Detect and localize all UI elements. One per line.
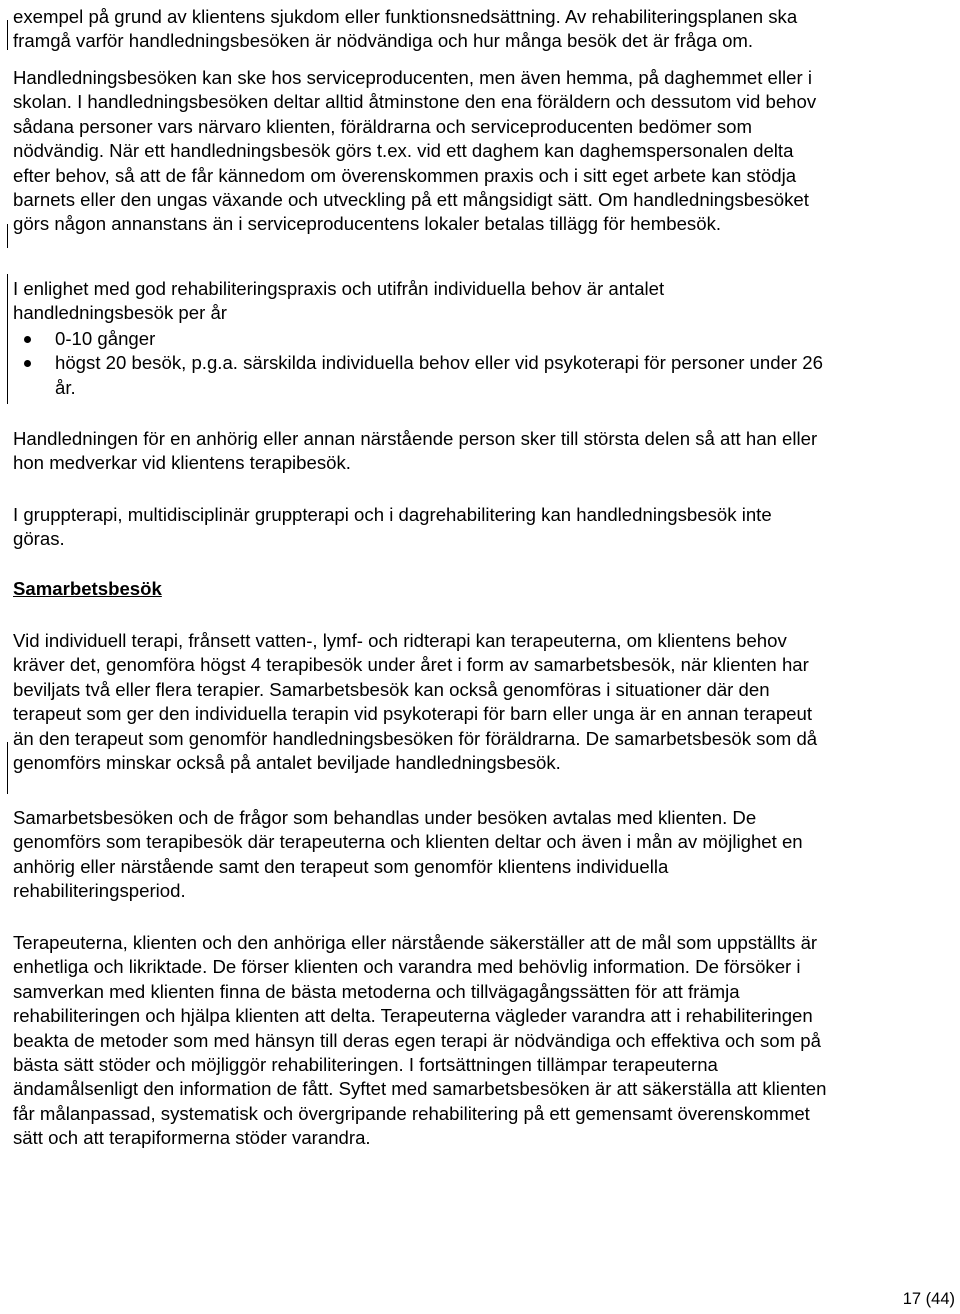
paragraph-7 <box>13 806 948 904</box>
text-line: framgå varför handledningsbesöken är nödvändiga och hur många besök det är fråga om. <box>13 30 754 52</box>
text-line: sådana personer vars närvaro klienten, föräldrarna och serviceproducenten bedömer som <box>13 115 752 137</box>
text-line: I enlighet med god rehabiliteringspraxis och utifrån individuella behov är antalet <box>13 278 665 299</box>
paragraph-4 <box>13 427 948 476</box>
bullet-icon <box>24 360 31 367</box>
list-item <box>13 327 948 351</box>
text-line: beviljats två eller flera terapier. Samarbetsbesök kan också genomföras i situationer där den <box>13 678 770 700</box>
text-line: år. <box>55 376 76 398</box>
text-line: bästa sätt stöder och möjliggör rehabiliteringen. I fortsättningen tillämpar terapeuterna <box>13 1054 718 1076</box>
text-line: görs någon annanstans än i serviceproducentens lokaler betalas tillägg för hembesök. <box>13 213 722 235</box>
paragraph-5 <box>13 503 948 552</box>
heading-text: Samarbetsbesök <box>13 578 162 599</box>
text-line: får målanpassad, systematisk och övergripande rehabilitering på ett gemensamt överenskommet <box>13 1102 810 1124</box>
text-line: I gruppterapi, multidisciplinär gruppterapi och i dagrehabilitering kan handledningsbesök inte <box>13 504 772 525</box>
text-line: 0-10 gånger <box>55 328 156 349</box>
text-line: skolan. I handledningsbesöken deltar alltid åtminstone den ena föräldern och dessutom vid behov <box>13 91 817 113</box>
paragraph-6 <box>13 629 948 775</box>
text-line: göras. <box>13 528 65 550</box>
change-bar <box>7 742 8 794</box>
change-bar <box>7 224 8 248</box>
text-line: rehabiliteringen och hjälpa klienten att delta. Terapeuterna vägleder varandra att i rehabiliteringen <box>13 1005 813 1027</box>
text-line: Handledningen för en anhörig eller annan närstående person sker till största delen så att han eller <box>13 428 818 449</box>
text-line: än den terapeut som genomför handledningsbesöken för föräldrarna. De samarbetsbesök som då <box>13 727 818 749</box>
text-line: nödvändig. När ett handledningsbesök görs t.ex. vid ett daghem kan daghemspersonalen delta <box>13 140 794 162</box>
text-line: exempel på grund av klientens sjukdom eller funktionsnedsättning. Av rehabiliteringsplanen ska <box>13 6 798 27</box>
text-line: sätt och att terapiformerna stöder varandra. <box>13 1127 371 1149</box>
text-line: genomförs som terapibesök där terapeuterna och klienten deltar och även i mån av möjlighet en <box>13 831 803 853</box>
text-line: anhörig eller närstående samt den terapeut som genomför klientens individuella <box>13 855 669 877</box>
paragraph-2 <box>13 66 948 237</box>
text-line: Vid individuell terapi, frånsett vatten-, lymf- och ridterapi kan terapeuterna, om klientens behov <box>13 630 787 651</box>
page-number: 17 (44) <box>902 1290 955 1308</box>
text-line: ändamålsenligt den information de fått. Syftet med samarbetsbesöken är att säkerställa att klienten <box>13 1078 827 1100</box>
paragraph-3 <box>13 277 948 326</box>
text-line: kräver det, genomföra högst 4 terapibesök under året i form av samarbetsbesök, när klienten har <box>13 654 809 676</box>
bullet-list <box>13 327 948 400</box>
paragraph-1 <box>13 5 948 54</box>
text-line: hon medverkar vid klientens terapibesök. <box>13 452 351 474</box>
text-line: genomförs minskar också på antalet beviljade handledningsbesök. <box>13 752 561 774</box>
paragraph-8 <box>13 931 948 1151</box>
text-line: Terapeuterna, klienten och den anhöriga eller närstående säkerställer att de mål som uppställts är <box>13 932 818 953</box>
text-line: beakta de metoder som med hänsyn till deras egen terapi är nödvändiga och effektiva och som på <box>13 1029 821 1051</box>
text-line: rehabiliteringsperiod. <box>13 880 186 902</box>
section-heading <box>13 577 948 601</box>
text-line: Samarbetsbesöken och de frågor som behandlas under besöken avtalas med klienten. De <box>13 807 757 828</box>
text-line: handledningsbesök per år <box>13 302 227 324</box>
change-bar <box>7 20 8 50</box>
bullet-icon <box>24 336 31 343</box>
text-line: enhetliga och likriktade. De förser klienten och varandra med behövlig information. De försöker i <box>13 956 801 978</box>
list-item <box>13 351 948 400</box>
text-line: högst 20 besök, p.g.a. särskilda individuella behov eller vid psykoterapi för personer under 26 <box>55 352 823 374</box>
text-line: samverkan med klienten finna de bästa metoderna och tillvägagångssätten för att främja <box>13 980 740 1002</box>
change-bar <box>7 274 8 404</box>
text-line: Handledningsbesöken kan ske hos serviceproducenten, men även hemma, på daghemmet eller i <box>13 67 812 88</box>
text-line: barnets eller den ungas växande och utveckling på ett mångsidigt sätt. Om handledningsbesöket <box>13 189 809 211</box>
text-line: efter behov, så att de får kännedom om överenskommen praxis och i sitt eget arbete kan stödja <box>13 164 797 186</box>
text-line: terapeut som ger den individuella terapin vid psykoterapi för barn eller unga är en annan terapeut <box>13 703 813 725</box>
